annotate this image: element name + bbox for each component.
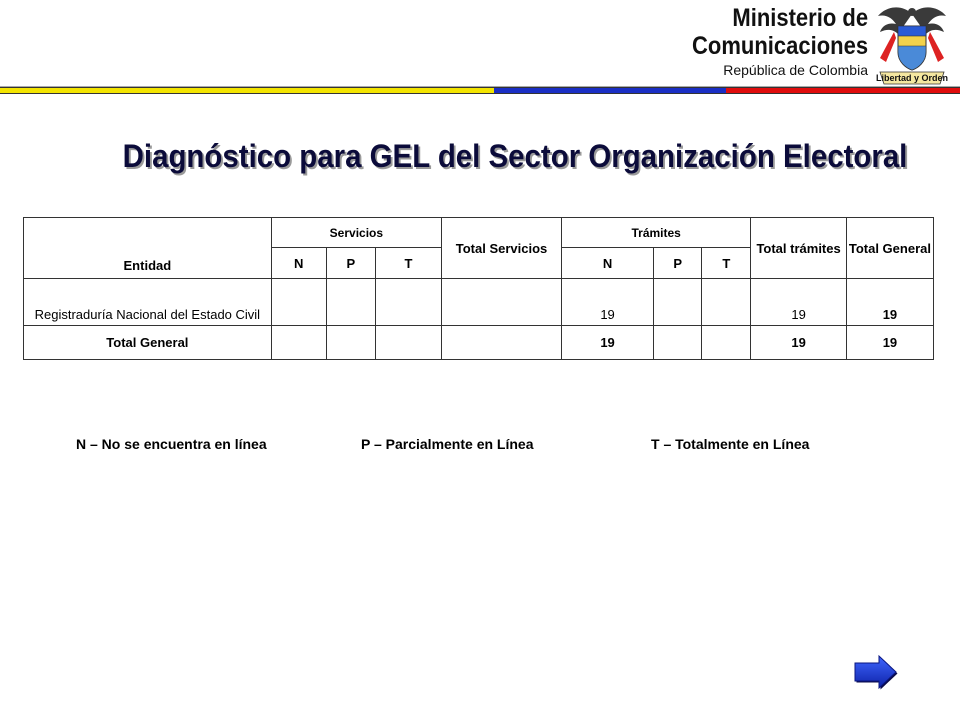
header-tramites-p: P: [654, 248, 702, 279]
cell-tram-n: 19: [562, 279, 654, 326]
total-tram-p: [654, 326, 702, 360]
total-tram-n: 19: [562, 326, 654, 360]
cell-total-servicios: [442, 279, 562, 326]
header-servicios: Servicios: [271, 218, 441, 248]
header-total-tramites: Total trámites: [751, 218, 847, 279]
country-name: República de Colombia: [723, 62, 868, 78]
cell-entidad: Registraduría Nacional del Estado Civil: [24, 279, 272, 326]
flag-color-stripe: [0, 87, 960, 94]
stripe-red: [726, 88, 960, 93]
stripe-blue: [494, 88, 726, 93]
total-total-general: 19: [846, 326, 933, 360]
coat-of-arms-icon: [874, 2, 950, 88]
total-serv-n: [271, 326, 326, 360]
header-servicios-p: P: [326, 248, 375, 279]
cell-tram-p: [654, 279, 702, 326]
cell-serv-t: [375, 279, 441, 326]
ministry-name-line2: Comunicaciones: [691, 32, 868, 60]
legend-t: T – Totalmente en Línea: [651, 436, 810, 452]
table-row: [24, 279, 934, 326]
total-total-servicios: [442, 326, 562, 360]
seal-motto: Libertad y Orden: [875, 73, 949, 83]
total-serv-t: [375, 326, 441, 360]
legend-p: P – Parcialmente en Línea: [361, 436, 534, 452]
ministry-name-line1: Ministerio de: [732, 4, 868, 32]
header-total-general: Total General: [846, 218, 933, 279]
cell-serv-p: [326, 279, 375, 326]
header-tramites-t: T: [702, 248, 751, 279]
cell-serv-n: [271, 279, 326, 326]
page-title: Diagnóstico para GEL del Sector Organización Electoral: [122, 138, 908, 174]
header-tramites: Trámites: [562, 218, 751, 248]
total-tram-t: [702, 326, 751, 360]
diagnostic-table: [23, 217, 934, 360]
header-total-servicios: Total Servicios: [442, 218, 562, 279]
header-servicios-n: N: [271, 248, 326, 279]
legend-n: N – No se encuentra en línea: [76, 436, 267, 452]
stripe-yellow: [0, 88, 494, 93]
table-total-row: [24, 326, 934, 360]
header-tramites-n: N: [562, 248, 654, 279]
cell-total-tramites: 19: [751, 279, 847, 326]
cell-tram-t: [702, 279, 751, 326]
total-label: Total General: [24, 326, 272, 360]
total-serv-p: [326, 326, 375, 360]
total-total-tramites: 19: [751, 326, 847, 360]
table-header-row-1: [24, 218, 934, 248]
header-servicios-t: T: [375, 248, 441, 279]
arrow-right-icon[interactable]: [852, 654, 898, 690]
ministry-logo-text: [668, 4, 868, 80]
header-entidad: Entidad: [24, 218, 272, 279]
cell-total-general: 19: [846, 279, 933, 326]
